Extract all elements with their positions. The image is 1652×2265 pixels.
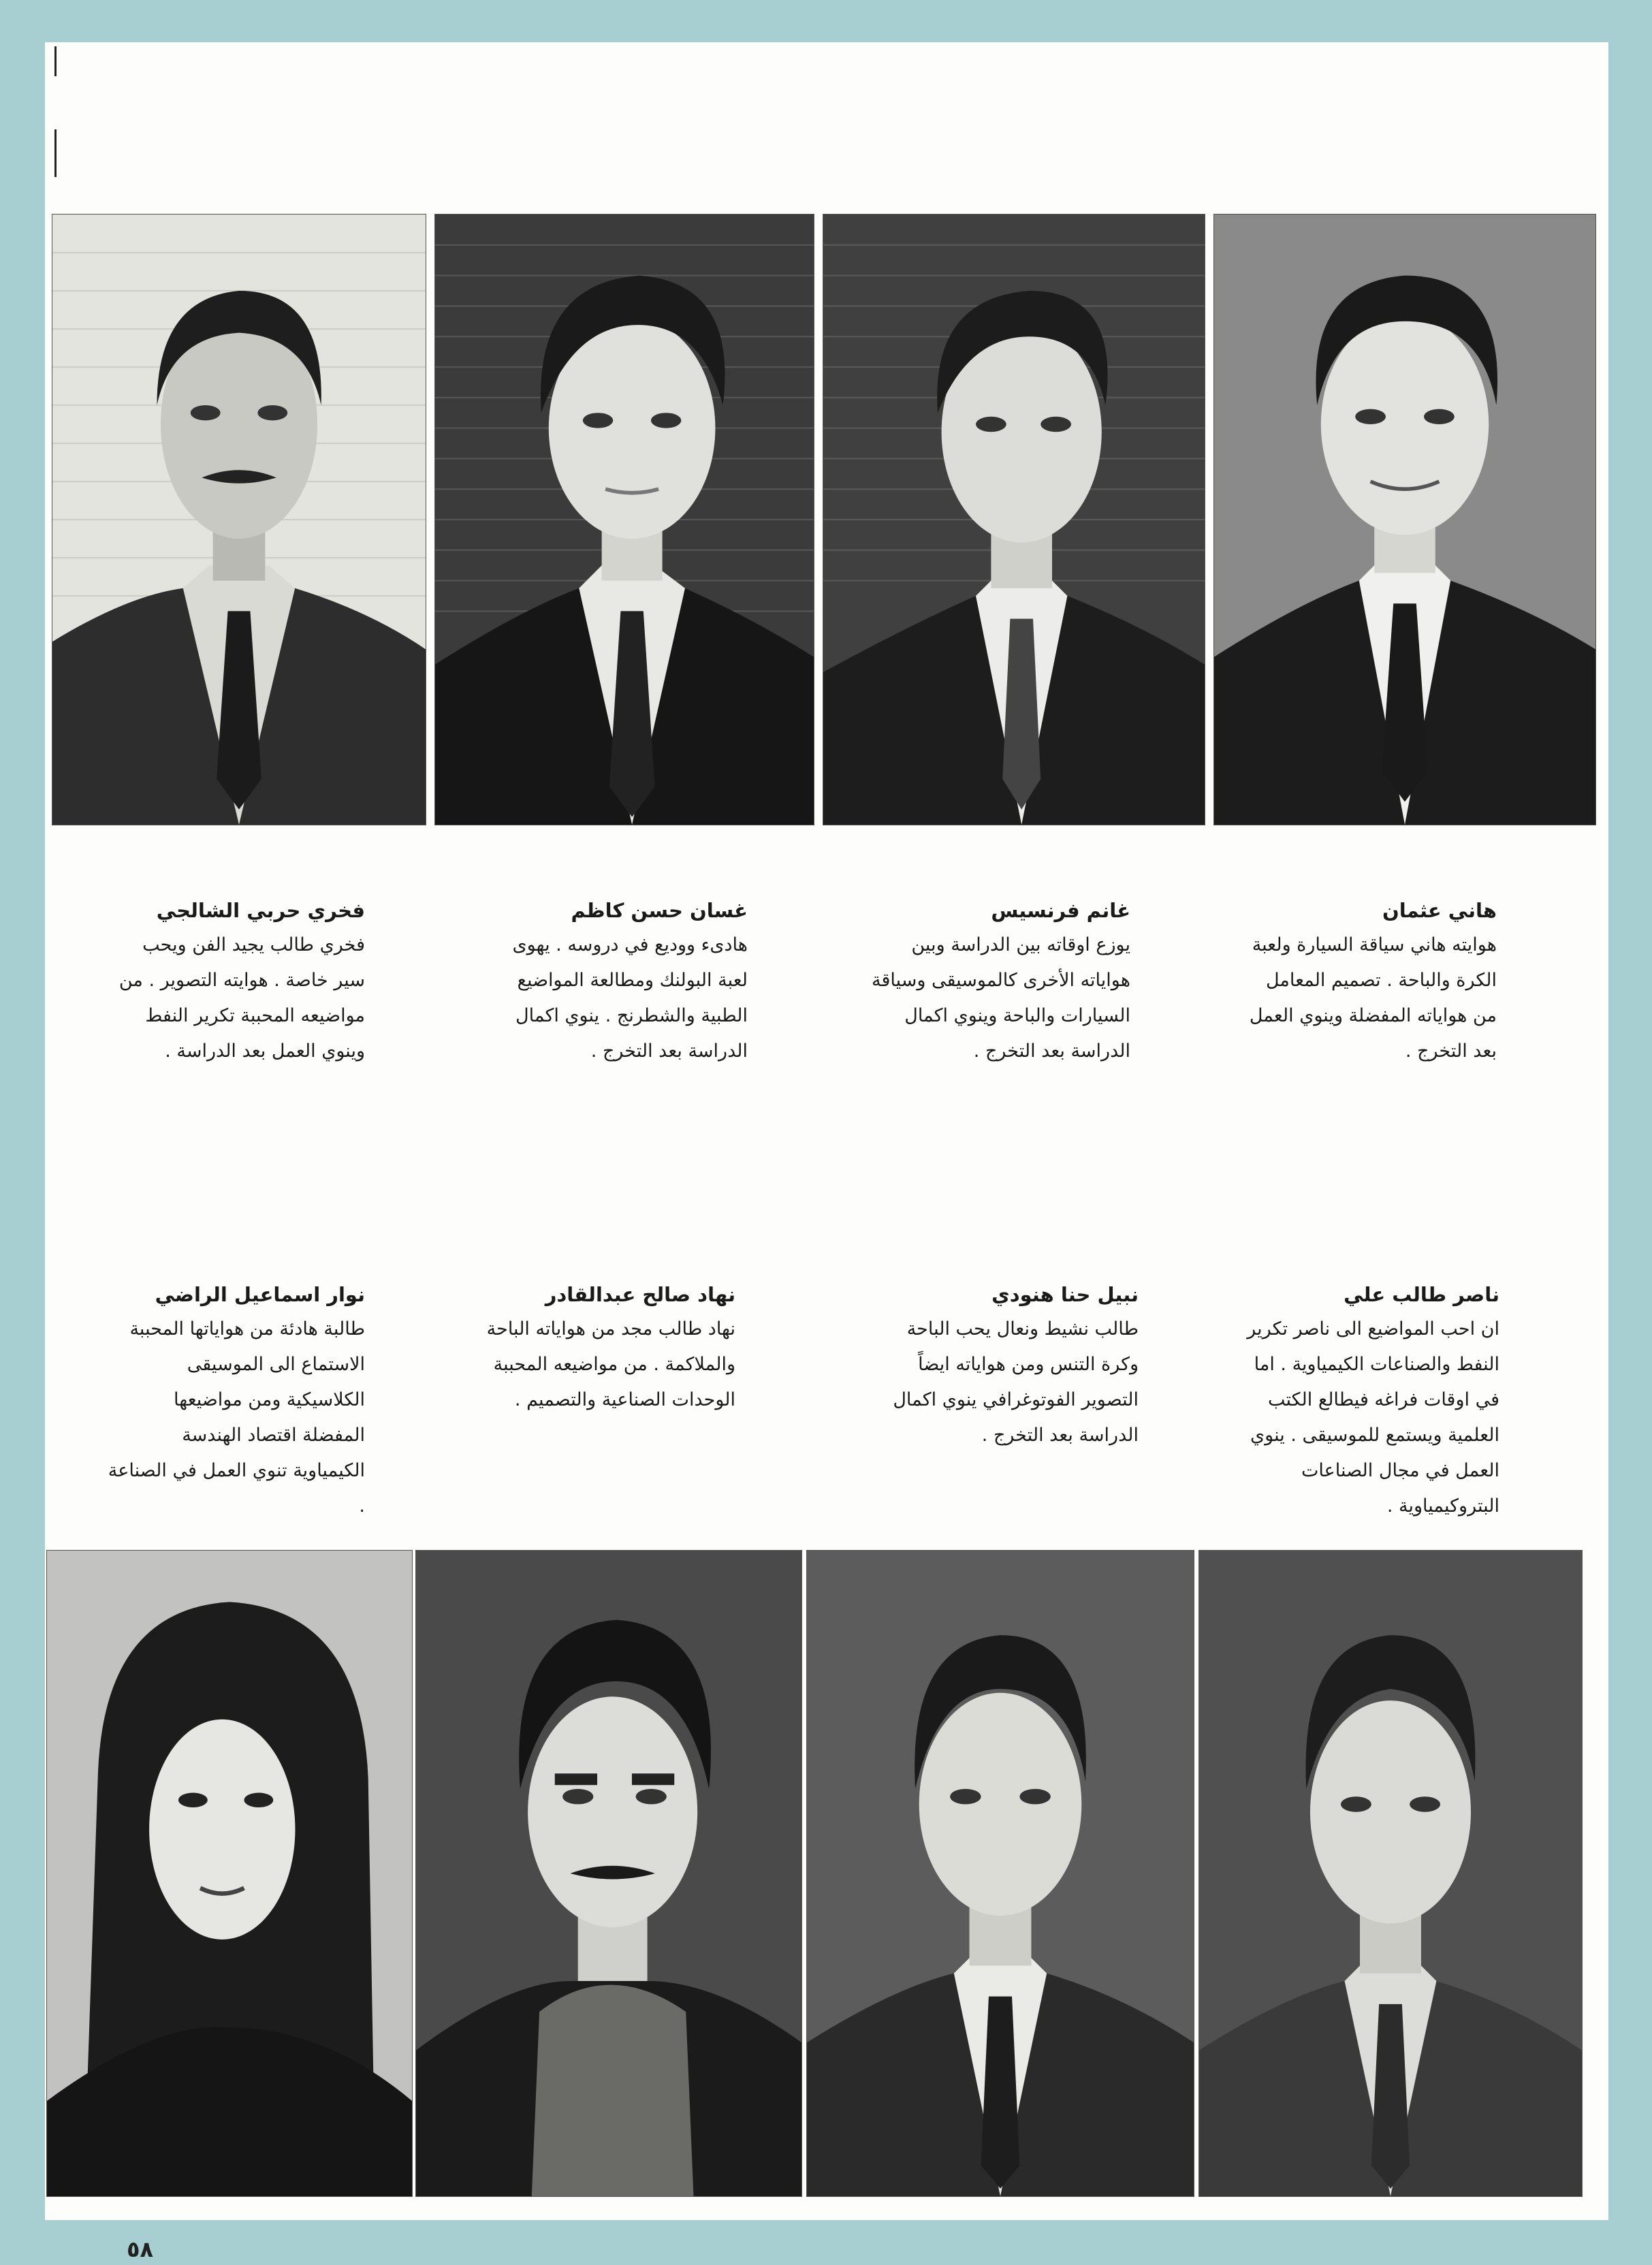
- student-bio: هوايته هاني سياقة السيارة ولعبة الكرة والباحة . تصميم المعامل من هواياته المفضلة وينوي العمل بعد التخرج .: [1249, 934, 1497, 1062]
- student-name: نوار اسماعيل الراضي: [155, 1283, 365, 1306]
- student-bio: طالب نشيط ونعال يحب الباحة وكرة التنس ومن هواياته ايضاً التصوير الفوتوغرافي ينوي اكمال الدراسة بعد التخرج .: [893, 1318, 1139, 1446]
- portrait-photo-nasir: [1198, 1550, 1583, 2197]
- student-name: نبيل حنا هنودي: [991, 1283, 1139, 1306]
- caption-nihad: [477, 1283, 735, 1418]
- caption-hani: [1238, 899, 1497, 1069]
- student-name: نهاد صالح عبدالقادر: [545, 1283, 735, 1306]
- student-bio: هادىء ووديع في دروسه . يهوى لعبة البولنك ومطالعة المواضيع الطبية والشطرنج . ينوي اكمال الدراسة بعد التخرج .: [512, 934, 748, 1062]
- portrait-photo-nabil: [806, 1550, 1194, 2197]
- caption-ghanim: [872, 899, 1130, 1069]
- caption-ghassan: [489, 899, 748, 1069]
- portrait-photo-ghassan: [434, 214, 814, 825]
- portrait-photo-hani: [1213, 214, 1596, 825]
- portrait-photo-nihad: [415, 1550, 802, 2197]
- student-name: فخري حربي الشالجي: [156, 899, 365, 922]
- caption-fakhri: [106, 899, 365, 1069]
- margin-mark: [54, 129, 57, 177]
- student-name: غسان حسن كاظم: [571, 899, 748, 922]
- student-bio: يوزع اوقاته بين الدراسة وبين هواياته الأخرى كالموسيقى وسياقة السيارات والباحة وينوي اكمال الدراسة بعد التخرج .: [871, 934, 1130, 1062]
- caption-nasir: [1241, 1283, 1499, 1524]
- student-name: ناصر طالب علي: [1344, 1283, 1499, 1306]
- student-name: هاني عثمان: [1382, 899, 1497, 922]
- caption-nawar: [106, 1283, 365, 1524]
- margin-mark: [54, 46, 57, 76]
- portrait-photo-nawar: [46, 1550, 413, 2197]
- yearbook-page: [45, 42, 1608, 2262]
- student-bio: فخري طالب يجيد الفن ويحب سير خاصة . هوايته التصوير . من مواضيعه المحببة تكرير النفط وينوي العمل بعد الدراسة .: [118, 934, 365, 1062]
- student-bio: طالبة هادئة من هواياتها المحببة الاستماع الى الموسيقى الكلاسيكية ومن مواضيعها المفضلة اقتصاد الهندسة الكيمياوية تنوي العمل في الصناعة .: [108, 1318, 365, 1517]
- page-number: ٥٨: [127, 2236, 154, 2262]
- student-bio: نهاد طالب مجد من هواياته الباحة والملاكمة . من مواضيعه المحببة الوحدات الصناعية والتصميم .: [486, 1318, 735, 1410]
- portrait-photo-fakhri: [52, 214, 426, 825]
- student-bio: ان احب المواضيع الى ناصر تكرير النفط والصناعات الكيمياوية . اما في اوقات فراغه فيطالع الكتب العلمية ويستمع للموسيقى . ينوي العمل في مجال الصناعات البتروكيمياوية .: [1247, 1318, 1499, 1517]
- student-name: غانم فرنسيس: [991, 899, 1130, 922]
- portrait-photo-ghanim: [823, 214, 1205, 825]
- caption-nabil: [880, 1283, 1139, 1453]
